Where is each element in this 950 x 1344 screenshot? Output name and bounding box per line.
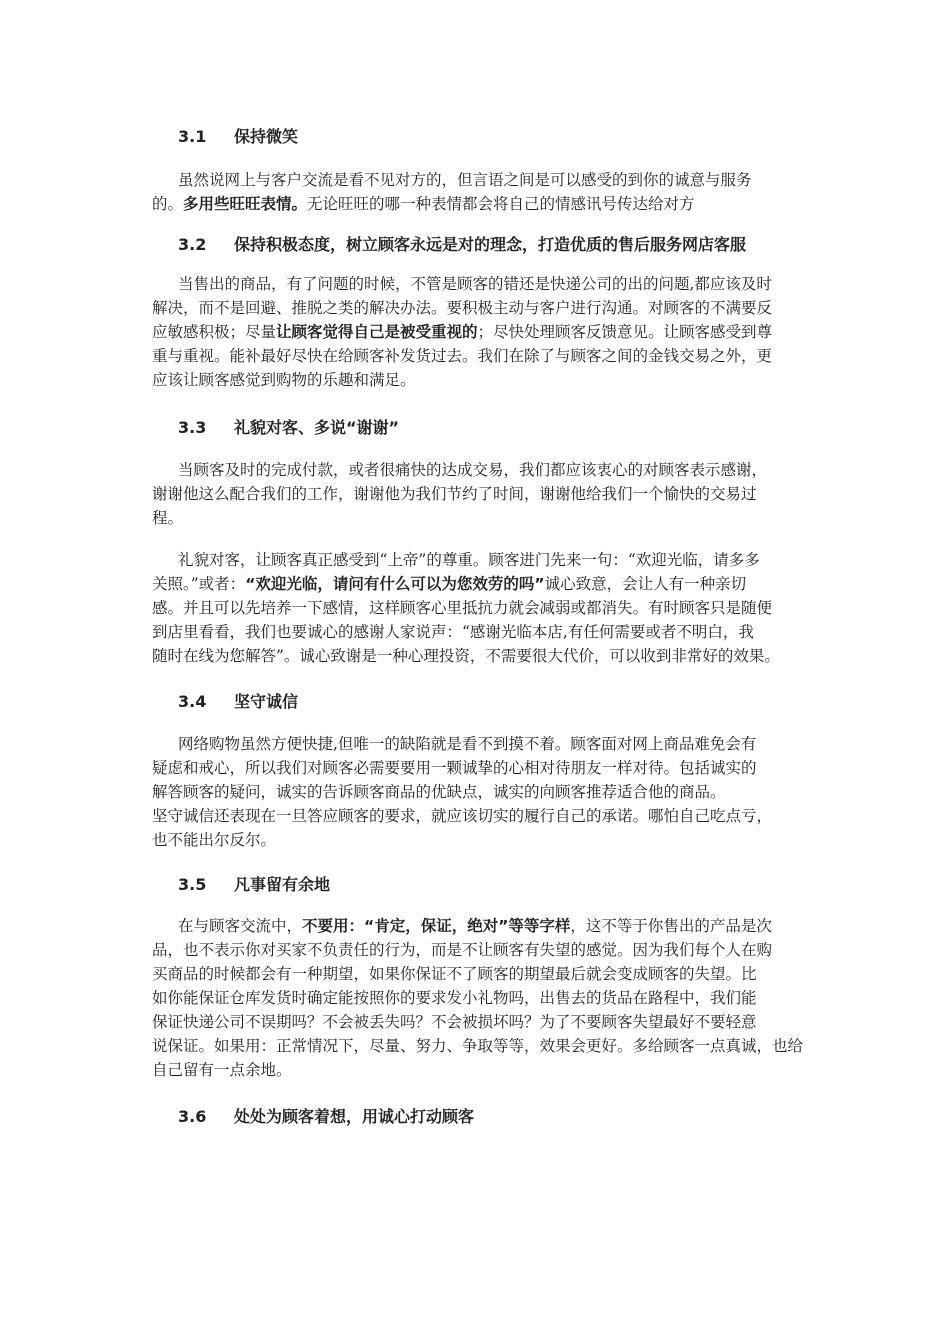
text-line: 也不能出尔反尔。 (152, 831, 277, 849)
section-title: 保持微笑 (234, 127, 299, 146)
text-line: 应该让顾客感觉到购物的乐趣和满足。 (152, 371, 416, 389)
section-title: 凡事留有余地 (234, 875, 331, 894)
text-line: 网络购物虽然方便快捷,但唯一的缺陷就是看不到摸不着。顾客面对网上商品难免会有 (178, 735, 757, 753)
section-title: 处处为顾客着想，用诚心打动顾客 (234, 1107, 475, 1126)
section-heading-3-4 (178, 691, 298, 713)
text-run: ，这不等于你售出的产品是次 (570, 917, 772, 935)
section-heading-3-5 (178, 874, 330, 896)
text-line: 品，也不表示你对买家不负责任的行为，而是不让顾客有失望的感觉。因为我们每个人在购 (152, 941, 773, 959)
section-title: 保持积极态度，树立顾客永远是对的理念，打造优质的售后服务网店客服 (234, 235, 747, 254)
text-line: 随时在线为您解答”。诚心致谢是一种心理投资，不需要很大代价，可以收到非常好的效果。 (152, 647, 780, 665)
text-line: 程。 (152, 509, 184, 527)
text-line: 自己留有一点余地。 (152, 1061, 292, 1079)
text-line: 到店里看看，我们也要诚心的感谢人家说声：“感谢光临本店,有任何需要或者不明白，我 (152, 623, 754, 641)
section-heading-3-6 (178, 1106, 474, 1128)
text-run: 的。 (152, 195, 184, 213)
text-line: 重与重视。能补最好尽快在给顾客补发货过去。我们在除了与顾客之间的金钱交易之外，更 (152, 347, 773, 365)
bold-text: “欢迎光临，请问有什么可以为您效劳的吗” (245, 575, 545, 593)
section-number: 3.1 (178, 127, 207, 146)
text-run: 关照。”或者： (152, 575, 246, 593)
section-number: 3.6 (178, 1107, 207, 1126)
text-line: 谢谢他这么配合我们的工作，谢谢他为我们节约了时间，谢谢他给我们一个愉快的交易过 (152, 485, 757, 503)
text-line: 说保证。如果用：正常情况下，尽量、努力、争取等等，效果会更好。多给顾客一点真诚，也给 (152, 1037, 804, 1055)
paragraph-3-5-1 (152, 914, 842, 1082)
bold-text: 不要用：“肯定，保证，绝对”等等字样 (302, 917, 571, 935)
text-line: 解答顾客的疑问，诚实的告诉顾客商品的优缺点，诚实的向顾客推荐适合他的商品。 (152, 783, 726, 801)
section-heading-3-3 (178, 417, 399, 439)
text-run: ；尽快处理顾客反馈意见。让顾客感受到尊 (477, 323, 773, 341)
text-line: 疑虑和戒心，所以我们对顾客必需要要用一颗诚挚的心相对待朋友一样对待。包括诚实的 (152, 759, 757, 777)
section-heading-3-2 (178, 234, 746, 256)
section-number: 3.4 (178, 692, 207, 711)
paragraph-3-1-1 (152, 168, 842, 216)
text-line: 解决，而不是回避、推脱之类的解决办法。要积极主动与客户进行沟通。对顾客的不满要反 (152, 299, 773, 317)
text-line: 虽然说网上与客户交流是看不见对方的，但言语之间是可以感受的到你的诚意与服务 (178, 171, 752, 189)
paragraph-3-4-1 (152, 732, 842, 852)
bold-text: 让顾客觉得自己是被受重视的 (276, 323, 478, 341)
text-line: 保证快递公司不误期吗？不会被丢失吗？不会被损坏吗？为了不要顾客失望最好不要轻意 (152, 1013, 757, 1031)
text-line: 当售出的商品，有了问题的时候，不管是顾客的错还是快递公司的出的问题,都应该及时 (178, 275, 772, 293)
section-title: 坚守诚信 (234, 692, 299, 711)
section-heading-3-1 (178, 126, 298, 148)
text-run: 应敏感积极；尽量 (152, 323, 277, 341)
section-number: 3.5 (178, 875, 207, 894)
text-line: 当顾客及时的完成付款，或者很痛快的达成交易，我们都应该衷心的对顾客表示感谢， (178, 461, 768, 479)
text-run: 在与顾客交流中， (178, 917, 303, 935)
text-run: 无论旺旺的哪一种表情都会将自己的情感讯号传达给对方 (307, 195, 695, 213)
text-line: 买商品的时候都会有一种期望，如果你保证不了顾客的期望最后就会变成顾客的失望。比 (152, 965, 757, 983)
text-line: 感。并且可以先培养一下感情，这样顾客心里抵抗力就会减弱或都消失。有时顾客只是随便 (152, 599, 773, 617)
text-line: 礼貌对客，让顾客真正感受到“上帝”的尊重。顾客进门先来一句：“欢迎光临，请多多 (178, 551, 760, 569)
section-title: 礼貌对客、多说“谢谢” (234, 418, 400, 437)
text-run: 诚心致意，会让人有一种亲切 (544, 575, 747, 593)
bold-text: 多用些旺旺表情。 (183, 195, 308, 213)
text-line: 如你能保证仓库发货时确定能按照你的要求发小礼物吗，出售去的货品在路程中，我们能 (152, 989, 757, 1007)
section-number: 3.3 (178, 418, 207, 437)
paragraph-3-3-2 (152, 548, 842, 668)
paragraph-3-3-1 (152, 458, 842, 530)
text-line: 坚守诚信还表现在一旦答应顾客的要求，就应该切实的履行自己的承诺。哪怕自己吃点亏， (152, 807, 773, 825)
section-number: 3.2 (178, 235, 207, 254)
paragraph-3-2-1 (152, 272, 842, 392)
